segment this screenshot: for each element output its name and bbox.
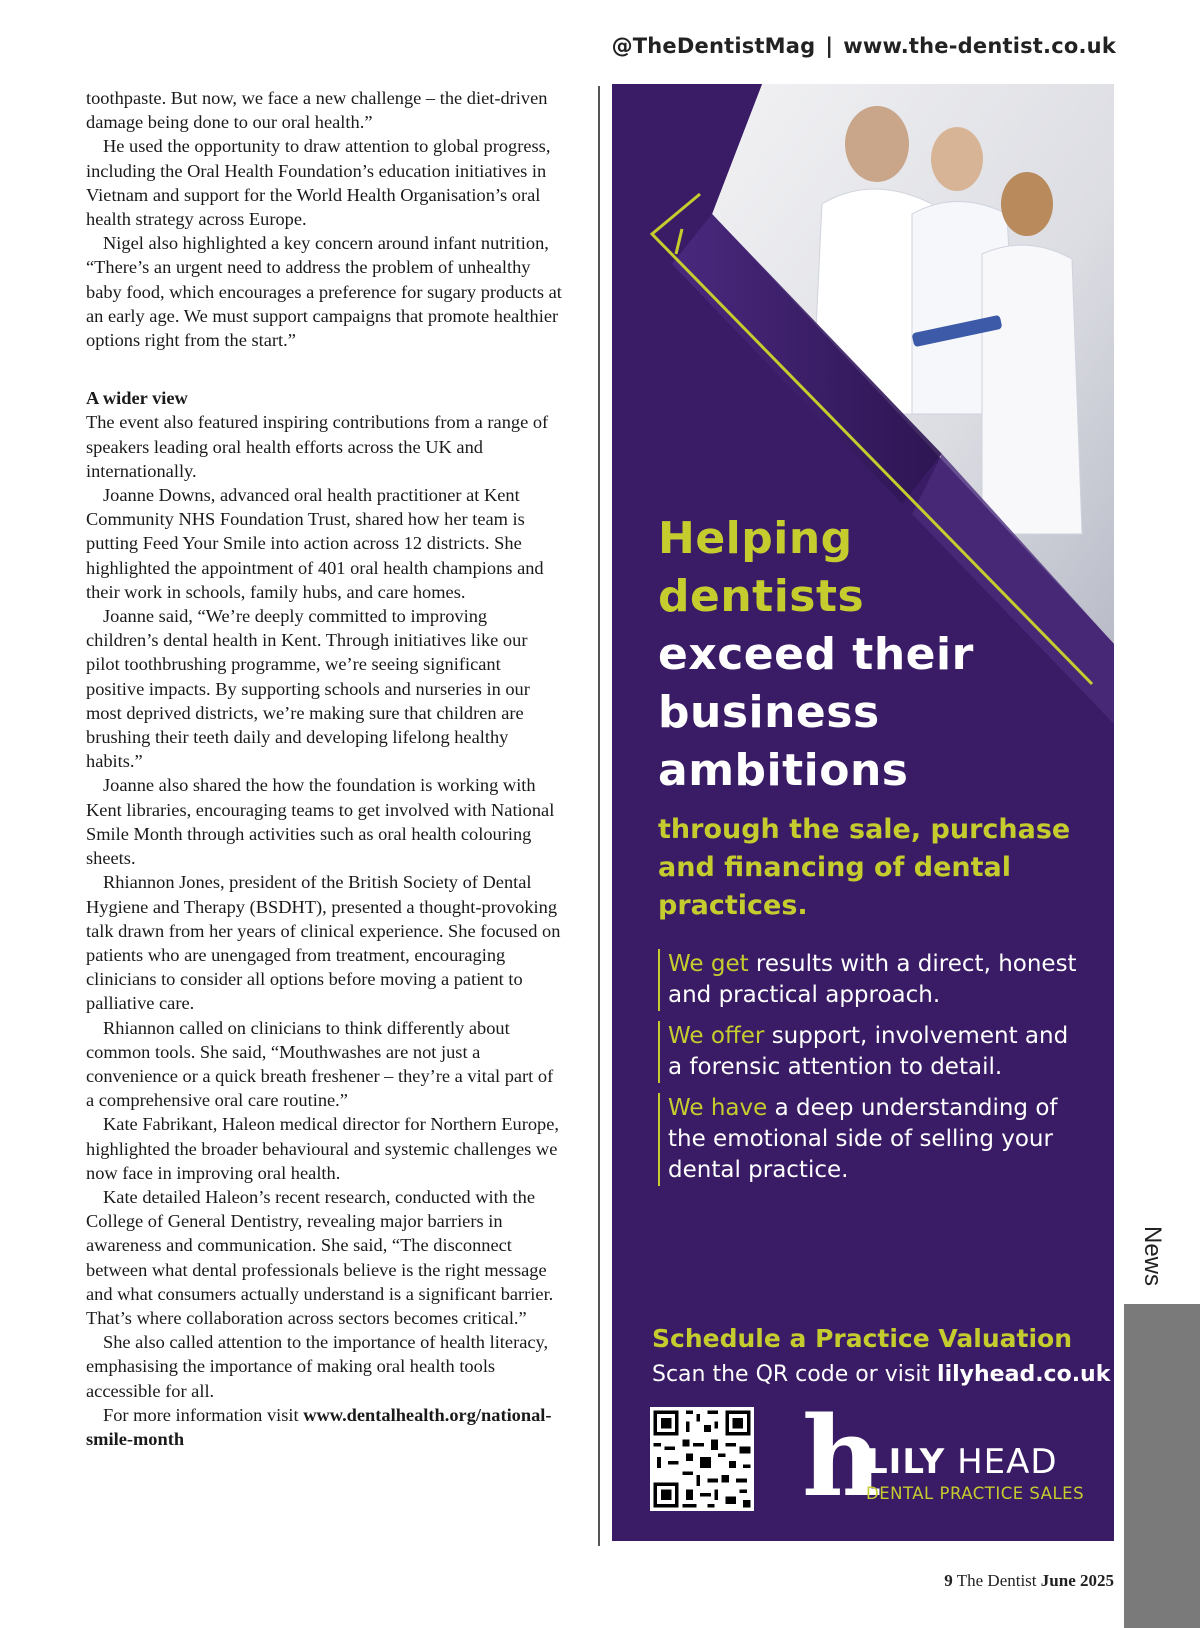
ad-headline [658, 510, 974, 800]
qr-code-icon[interactable] [650, 1407, 754, 1511]
logo-tagline: DENTAL PRACTICE SALES [866, 1484, 1085, 1503]
section-label: News [1139, 1226, 1166, 1287]
page-footer [944, 1571, 1114, 1591]
page-number: 9 [944, 1571, 953, 1590]
article-paragraph: He used the opportunity to draw attention to global progress, including the Oral Health Foundation’s education initiatives in Vietnam and support for the World Health Organisation’s oral health strategy across Europe. [86, 136, 551, 230]
headline-line: Helping [658, 513, 853, 564]
bullet-lead: We have [668, 1095, 768, 1121]
bullet-lead: We offer [668, 1023, 765, 1049]
logo-letter: h [802, 1392, 882, 1521]
closing-prefix: For more information visit [103, 1404, 304, 1425]
column-divider [598, 86, 600, 1546]
cta-link[interactable]: lilyhead.co.uk [937, 1362, 1111, 1387]
article-paragraph: Joanne Downs, advanced oral health practitioner at Kent Community NHS Foundation Trust, shared how her team is putting Feed Your Smile into action across 12 districts. She highlighted the appointment of 401 oral health champions and their work in schools, family hubs, and care homes. [86, 485, 544, 602]
headline-line: dentists [658, 571, 865, 622]
logo-name-light: HEAD [945, 1442, 1058, 1482]
ad-bullet [658, 1021, 1088, 1083]
issue-date: June 2025 [1040, 1571, 1114, 1590]
article-closing [86, 1403, 562, 1451]
cta-prefix: Scan the QR code or visit [652, 1362, 938, 1387]
header-separator: | [825, 34, 834, 58]
article-paragraph: Kate detailed Haleon’s recent research, conducted with the College of General Dentistry, revealing major barriers in awareness and communication. She said, “The disconnect between what dental professionals believe is the right message and what consumers actually understand is a significant barrier. That’s where collaboration across sectors becomes critical.” [86, 1186, 554, 1328]
page-header [612, 34, 1116, 58]
ad-bullet [658, 1093, 1088, 1186]
article-paragraph: Joanne said, “We’re deeply committed to improving children’s dental health in Kent. Through initiatives like our pilot toothbrushing programme, we’re seeing significant positive impacts. By supporting schools and nurseries in our most deprived districts, we’re making sure that children are brushing their teeth daily and developing lifelong healthy habits.” [86, 606, 530, 772]
ad-bullet-list [658, 949, 1088, 1196]
logo-name [866, 1442, 1058, 1482]
ad-subheadline: through the sale, purchase and financing of dental practices. [658, 814, 1071, 921]
article-paragraph: Rhiannon called on clinicians to think differently about common tools. She said, “Mouthwashes are not just a convenience or a quick breath freshener – they’re a vital part of a comprehensive oral care routine.” [86, 1017, 554, 1111]
closing-link[interactable]: www.dentalhealth.org/national-smile-month [86, 1404, 552, 1449]
article-paragraph: Joanne also shared the how the foundation is working with Kent libraries, encouraging teams to get involved with National Smile Month through activities such as oral health colouring sheets. [86, 775, 555, 869]
cta-title: Schedule a Practice Valuation [652, 1324, 1072, 1353]
bullet-text: results with a direct, honest and practical approach. [668, 951, 1077, 1008]
section-tab [1124, 1304, 1200, 1628]
publication-name: The Dentist [956, 1571, 1037, 1590]
headline-line: business [658, 687, 880, 738]
article-paragraph: Rhiannon Jones, president of the British Society of Dental Hygiene and Therapy (BSDHT), presented a thought-provoking talk drawn from her years of clinical experience. She focused on patients who are unengaged from treatment, encouraging clinicians to consider all options before moving a patient to palliative care. [86, 872, 561, 1014]
twitter-handle: @TheDentistMag [611, 34, 816, 58]
header-url[interactable]: www.the-dentist.co.uk [843, 34, 1116, 58]
article-paragraph: The event also featured inspiring contributions from a range of speakers leading oral health efforts across the UK and internationally. [86, 412, 549, 481]
article-paragraph: She also called attention to the importance of health literacy, emphasising the importance of making oral health tools accessible for all. [86, 1332, 549, 1401]
headline-line: exceed their [658, 629, 974, 680]
headline-line: ambitions [658, 745, 909, 796]
article-column [86, 86, 562, 1451]
article-paragraph: Kate Fabrikant, Haleon medical director for Northern Europe, highlighted the broader behavioural and systemic challenges we now face in improving oral health. [86, 1114, 560, 1183]
ad-bullet [658, 949, 1088, 1011]
cta-subtitle [652, 1362, 1110, 1387]
bullet-lead: We get [668, 951, 749, 977]
article-paragraph: toothpaste. But now, we face a new challenge – the diet-driven damage being done to our oral health.” [86, 88, 548, 133]
bullet-text: a deep understanding of the emotional side of selling your dental practice. [668, 1095, 1058, 1183]
article-paragraph: Nigel also highlighted a key concern around infant nutrition, “There’s an urgent need to address the problem of unhealthy baby food, which encourages a preference for sugary products at an early age. We must support campaigns that promote healthier options right from the start.” [86, 233, 562, 351]
logo-name-bold: LILY [866, 1442, 946, 1482]
bullet-text: support, involvement and a forensic attention to detail. [668, 1023, 1069, 1080]
advertisement[interactable] [612, 84, 1114, 1541]
article-subheading: A wider view [86, 388, 188, 409]
